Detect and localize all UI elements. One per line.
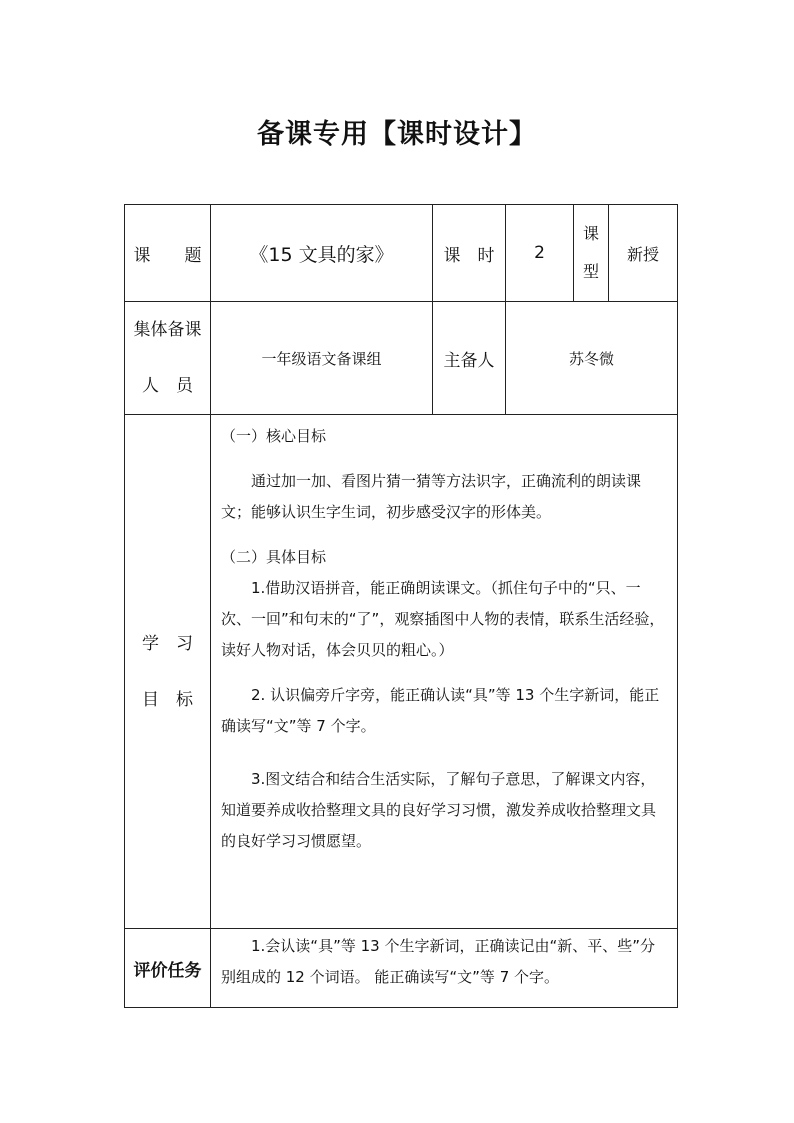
group-value: 一年级语文备课组: [261, 349, 382, 368]
group-label-line1: 集体备课: [133, 320, 202, 340]
type-value: 新授: [626, 244, 659, 264]
core-goal-heading: （一）核心目标: [221, 427, 327, 445]
lead-label-cell: [433, 302, 506, 415]
group-label-cell: [125, 302, 211, 415]
goals-label-line2: 目 标: [142, 689, 193, 710]
table-row: [125, 205, 678, 302]
eval-cell: [211, 929, 678, 1008]
eval-label: 评价任务: [133, 960, 202, 981]
type-cell: [609, 205, 678, 302]
table-row: [125, 415, 678, 929]
eval-text: 1.会认读“具”等 13 个生字新词，正确读记由“新、平、些”分别组成的 12 个词语。 能正确读写“文”等 7 个字。: [221, 937, 656, 986]
lead-value: 苏冬微: [568, 349, 614, 368]
lead-label: 主备人: [443, 350, 495, 371]
type-label-line1: 课: [582, 224, 599, 243]
specific-goal-item-2: 2. 认识偏旁斤字旁，能正确认读“具”等 13 个生字新词，能正确读写“文”等 7 个字。: [221, 686, 660, 735]
eval-label-cell: [125, 929, 211, 1008]
hours-label: 课 时: [443, 245, 495, 266]
group-cell: [211, 302, 433, 415]
hours-cell: [506, 205, 574, 302]
type-label-line2: 型: [582, 262, 599, 281]
group-label-line2: 人 员: [142, 376, 193, 396]
goals-label-cell: [125, 415, 211, 929]
table-row: [125, 302, 678, 415]
goals-cell: [211, 415, 678, 929]
specific-goal-heading: （二）具体目标: [221, 548, 327, 566]
topic-label: 课 题: [133, 245, 202, 266]
lead-cell: [506, 302, 678, 415]
hours-label-cell: [433, 205, 506, 302]
table-row: [125, 929, 678, 1008]
goals-label-line1: 学 习: [142, 633, 193, 654]
core-goal-text: 通过加一加、看图片猜一猜等方法识字，正确流利的朗读课文；能够认识生字生词，初步感受汉字的形体美。: [221, 472, 642, 521]
topic-label-cell: [125, 205, 211, 302]
lesson-table: [124, 204, 678, 1008]
topic-value: 《15 文具的家》: [249, 243, 394, 266]
specific-goal-item-3: 3.图文结合和结合生活实际，了解句子意思，了解课文内容，知道要养成收拾整理文具的良好学习习惯，激发养成收拾整理文具的良好学习习惯愿望。: [221, 770, 657, 850]
hours-value: 2: [534, 243, 545, 263]
type-label-cell: [574, 205, 609, 302]
page-title: 备课专用【课时设计】: [257, 119, 537, 150]
specific-goal-item-1: 1.借助汉语拼音，能正确朗读课文。（抓住句子中的“只、一次、一回”和句末的“了”，观察插图中人物的表情，联系生活经验，读好人物对话，体会贝贝的粗心。）: [221, 579, 665, 659]
topic-cell: [211, 205, 433, 302]
